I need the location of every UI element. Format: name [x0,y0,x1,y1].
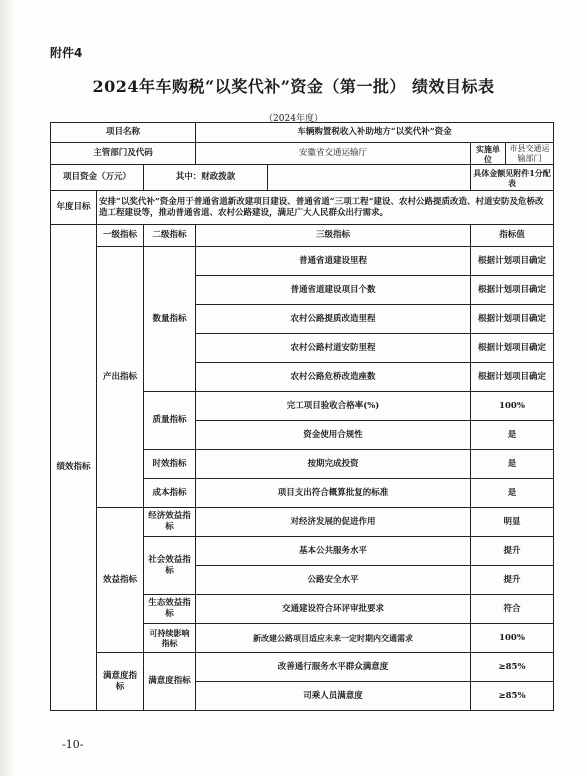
table-row [51,247,554,276]
level2-economic: 经济效益指标 [144,508,196,537]
dept-row [51,143,554,165]
indicator-value: 符合 [471,595,554,624]
header-row [51,225,554,247]
indicator-value: 根据计划项目确定 [471,334,554,363]
indicator-name: 按期完成投资 [196,450,471,479]
level2-sustainable: 可持续影响指标 [144,624,196,653]
funds-row [51,165,554,191]
col-header-value: 指标值 [471,225,554,247]
indicator-name: 普通省道建设里程 [196,247,471,276]
level2-social: 社会效益指标 [144,537,196,595]
indicator-name: 农村公路村道安防里程 [196,334,471,363]
indicator-value: 明显 [471,508,554,537]
impl-unit-label: 实施单位 [471,143,506,165]
dept-value: 安徽省交通运输厅 [196,143,471,165]
table-row [51,508,554,537]
funds-amount: 具体金额见附件1分配表 [471,165,554,191]
impl-unit-value: 市县交通运输部门 [506,143,554,165]
indicator-name: 司乘人员满意度 [196,682,471,711]
level2-ecological: 生态效益指标 [144,595,196,624]
page-title: 2024年车购税“以奖代补”资金（第一批） 绩效目标表 [92,77,495,96]
level1-output: 产出指标 [97,247,144,508]
level2-satisfaction: 满意度指标 [144,653,196,711]
indicator-name: 交通建设符合环评审批要求 [196,595,471,624]
table-row [51,653,554,682]
indicator-name: 新改建公路项目适应未来一定时期内交通需求 [196,624,471,653]
level1-satisfaction: 满意度指标 [97,653,144,711]
level1-benefit: 效益指标 [97,508,144,653]
funds-label: 项目资金（万元） [51,165,144,191]
annual-goal-text: 安排“以奖代补”资金用于普通省道新改建项目建设、普通省道“三项工程”建设、农村公路提质改造、村道安防及危桥改造工程建设等，推动普通省道、农村公路建设，满足广大人民群众出行需求。 [97,191,554,225]
funds-source: 其中：财政拨款 [144,165,268,191]
indicator-value: 100% [471,392,554,421]
page-number: -10- [62,738,84,751]
annual-goal-row [51,191,554,225]
indicator-value: 根据计划项目确定 [471,305,554,334]
indicator-value: 是 [471,479,554,508]
indicator-value: 100% [471,624,554,653]
level2-quality: 质量指标 [144,392,196,450]
indicator-value: 根据计划项目确定 [471,363,554,392]
perf-indicator-label: 绩效指标 [51,225,97,711]
annual-goal-label: 年度目标 [51,191,97,225]
indicator-value: 提升 [471,537,554,566]
indicator-name: 农村公路危桥改造座数 [196,363,471,392]
indicator-name: 普通省道建设项目个数 [196,276,471,305]
indicator-value: 根据计划项目确定 [471,247,554,276]
project-name-label: 项目名称 [51,123,196,143]
performance-table [50,122,554,711]
indicator-value: 是 [471,421,554,450]
project-name-row [51,123,554,143]
level2-quantity: 数量指标 [144,247,196,392]
col-header-level2: 二级指标 [144,225,196,247]
project-name-value: 车辆购置税收入补助地方“以奖代补”资金 [196,123,554,143]
indicator-name: 公路安全水平 [196,566,471,595]
indicator-value: ≥85% [471,682,554,711]
indicator-name: 完工项目验收合格率(%) [196,392,471,421]
col-header-level3: 三级指标 [196,225,471,247]
indicator-name: 基本公共服务水平 [196,537,471,566]
level2-cost: 成本指标 [144,479,196,508]
indicator-name: 农村公路提质改造里程 [196,305,471,334]
indicator-name: 对经济发展的促进作用 [196,508,471,537]
dept-label: 主管部门及代码 [51,143,196,165]
indicator-name: 改善通行服务水平群众满意度 [196,653,471,682]
col-header-level1: 一级指标 [97,225,144,247]
indicator-name: 项目支出符合概算批复的标准 [196,479,471,508]
funds-spacer [268,165,471,191]
indicator-value: 根据计划项目确定 [471,276,554,305]
indicator-value: 提升 [471,566,554,595]
indicator-value: 是 [471,450,554,479]
level2-timeliness: 时效指标 [144,450,196,479]
year-label: （2024年度） [264,114,323,124]
indicator-name: 资金使用合规性 [196,421,471,450]
attachment-label: 附件4 [50,46,83,60]
indicator-value: ≥85% [471,653,554,682]
